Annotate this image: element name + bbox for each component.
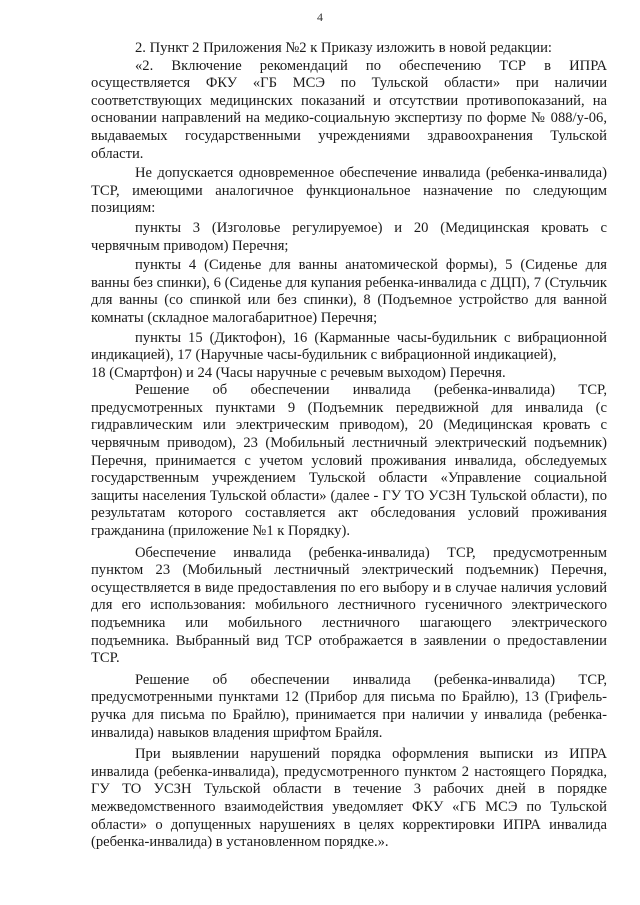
paragraph-3: Не допускается одновременное обеспечение инвалида (ребенка-инвалида) ТСР, имеющими аналогичное функциональное назначение по следующим позициям:: [91, 165, 607, 217]
paragraph-6: пункты 15 (Диктофон), 16 (Карманные часы-будильник с вибрационной индикацией), 17 (Наручные часы-будильник с вибрационной индикацией),: [91, 329, 607, 364]
paragraph-9: Обеспечение инвалида (ребенка-инвалида) ТСР, предусмотренным пунктом 23 (Мобильный лестничный электрический подъемник) Перечня, осуществляется в виде предоставления по его выбору и в случае наличия условий для его использования: мобильного лестничного гусеничного электрического подъемника или мобильного лестничного шагающего электрического подъемника. Выбранный вид ТСР отображается в заявлении о предоставлении ТСР.: [91, 544, 607, 667]
document-body: [91, 40, 607, 852]
paragraph-10: Решение об обеспечении инвалида (ребенка-инвалида) ТСР, предусмотренными пунктами 12 (Прибор для письма по Брайлю), 13 (Грифель-ручка для письма по Брайлю), принимается при наличии у инвалида (ребенка-инвалида) навыков владения шрифтом Брайля.: [91, 671, 607, 741]
paragraph-1: 2. Пункт 2 Приложения №2 к Приказу изложить в новой редакции:: [135, 40, 552, 56]
page-number: 4: [317, 10, 323, 24]
paragraph-4: пункты 3 (Изголовье регулируемое) и 20 (Медицинская кровать с червячным приводом) Перечня;: [91, 219, 607, 254]
paragraph-5: пункты 4 (Сиденье для ванны анатомической формы), 5 (Сиденье для ванны без спинки), 6 (Сиденье для купания ребенка-инвалида с ДЦП), 7 (Стульчик для ванны (со спинкой или без спинки), 8 (Подъемное устройство для ванной комнаты (складное малогабаритное) Перечня;: [91, 257, 607, 326]
paragraph-2: «2. Включение рекомендаций по обеспечению ТСР в ИПРА осуществляется ФКУ «ГБ МСЭ по Тульской области» при наличии соответствующих медицинских показаний и отсутствии противопоказаний, на основании направлений на медико-социальную экспертизу по форме № 088/у-06, выдаваемых государственными учреждениями здравоохранения Тульской области.: [91, 57, 607, 162]
paragraph-8: Решение об обеспечении инвалида (ребенка-инвалида) ТСР, предусмотренных пунктами 9 (Подъемник передвижной для инвалида (с гидравлическим или электрическим приводом), 20 (Медицинская кровать с червячным приводом), 23 (Мобильный лестничный электрический подъемник) Перечня, принимается с учетом условий проживания инвалида, обследуемых государственным учреждением Тульской области «Управление социальной защиты населения Тульской области» (далее - ГУ ТО УСЗН Тульской области), по результатам которого составляется акт обследования условий проживания гражданина (приложение №1 к Порядку).: [91, 382, 607, 540]
paragraph-7: 18 (Смартфон) и 24 (Часы наручные с речевым выходом) Перечня.: [91, 364, 506, 381]
paragraph-11: При выявлении нарушений порядка оформления выписки из ИПРА инвалида (ребенка-инвалида), предусмотренного пунктом 2 настоящего Порядка, ГУ ТО УСЗН Тульской области в течение 3 рабочих дней в порядке межведомственного взаимодействия уведомляет ФКУ «ГБ МСЭ по Тульской области» о допущенных нарушениях в целях корректировки ИПРА инвалида (ребенка-инвалида) в установленном порядке.».: [91, 746, 607, 851]
